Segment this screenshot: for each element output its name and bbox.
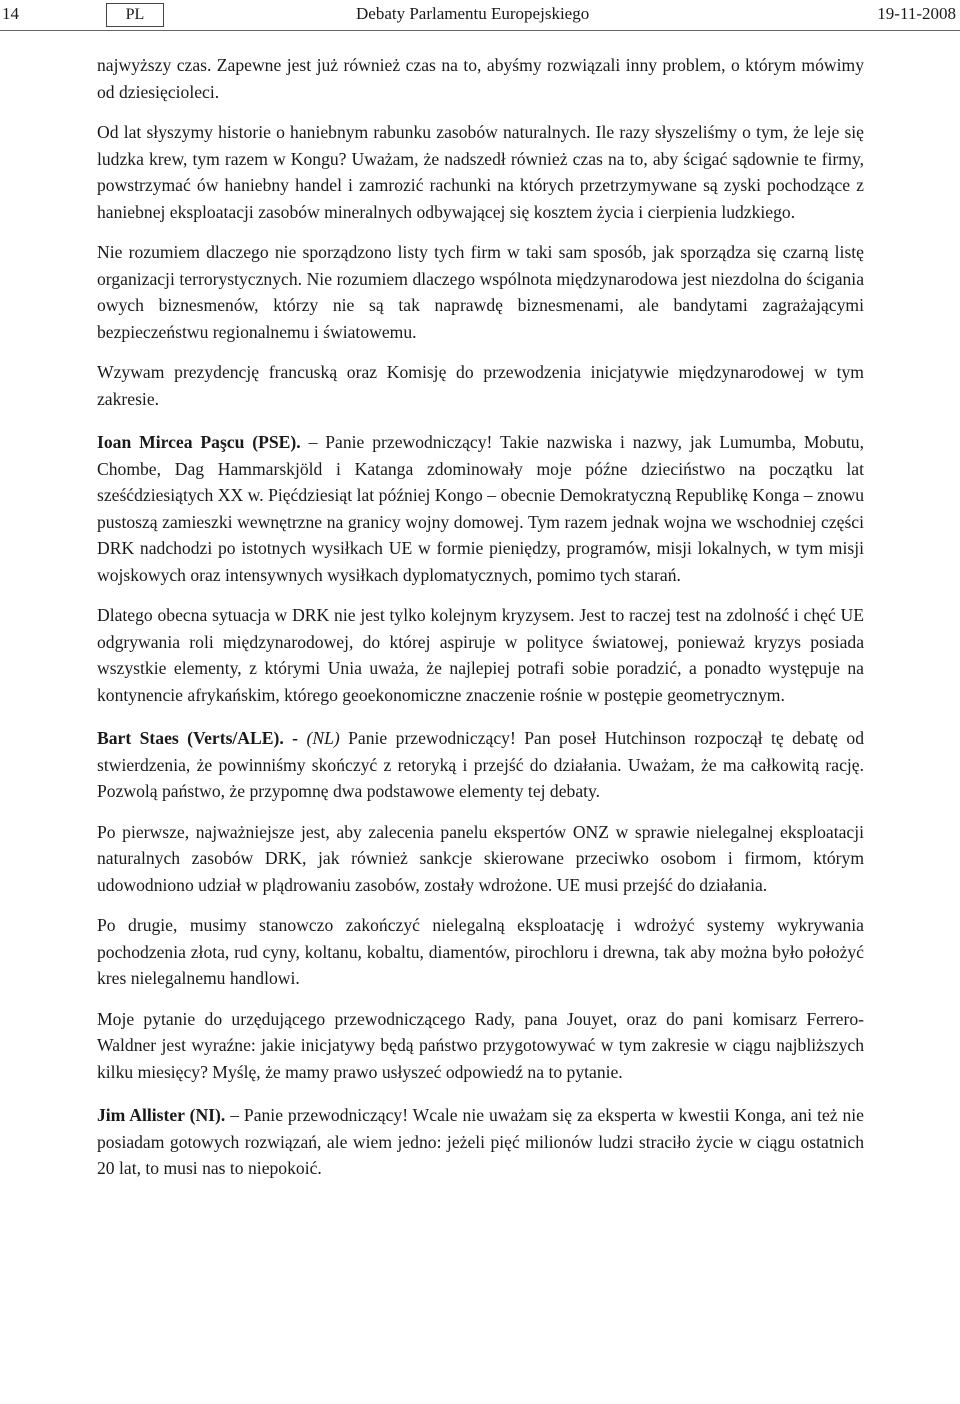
speech-paragraph: [97, 429, 864, 588]
language-badge: PL: [106, 3, 164, 27]
paragraph-text: najwyższy czas. Zapewne jest już również czas na to, abyśmy rozwiązali inny problem, o którym mówimy od dziesięcioleci.: [97, 55, 864, 102]
paragraph: [97, 1006, 864, 1086]
paragraph-text: – Panie przewodniczący! Wcale nie uważam się za eksperta w kwestii Konga, ani też nie posiadam gotowych rozwiązań, ale wiem jedno: jeżeli pięć milionów ludzi straciło życie w ciągu ostatnich 20 lat, to musi nas to niepokoić.: [97, 1105, 864, 1178]
paragraph: [97, 819, 864, 899]
speaker-name: Ioan Mircea Paşcu (PSE).: [97, 432, 301, 452]
paragraph: [97, 602, 864, 708]
paragraph: [97, 912, 864, 992]
page-header: [0, 0, 960, 31]
paragraph: [97, 52, 864, 105]
page-number: 14: [2, 4, 19, 23]
paragraph-text: Moje pytanie do urzędującego przewodniczącego Rady, pana Jouyet, oraz do pani komisarz Ferrero-Waldner jest wyraźne: jakie inicjatywy będą państwo przygotowywać w tym zakresie w ciągu najbliższych kilku miesięcy? Myślę, że mamy prawo usłyszeć odpowiedź na to pytanie.: [97, 1008, 864, 1082]
paragraph: [97, 239, 864, 345]
paragraph-text: – Panie przewodniczący! Takie nazwiska i nazwy, jak Lumumba, Mobutu, Chombe, Dag Hammarskjöld i Katanga zdominowały moje późne dzieciństwo na początku lat sześćdziesiątych XX w. Pięćdziesiąt lat później Kongo – obecnie Demokratyczną Republikę Konga – znowu pustoszą zamieszki wewnętrzne na granicy wojny domowej. Tym razem jednak wojna we wschodniej części DRK nadchodzi po istotnych wysiłkach UE w formie pieniędzy, programów, misji lokalnych, w tym misji wojskowych oraz intensywnych wysiłkach dyplomatycznych, pomimo tych starań.: [97, 432, 864, 585]
paragraph: [97, 119, 864, 225]
publication-date: 19-11-2008: [877, 4, 956, 23]
paragraph-text: Od lat słyszymy historie o haniebnym rabunku zasobów naturalnych. Ile razy słyszeliśmy o tym, że leje się ludzka krew, tym razem w Kongu? Uważam, że nadszedł również czas na to, aby ścigać sądownie te firmy, powstrzymać ów haniebny handel i zamrozić rachunki na których przetrzymywane są zyski pochodzące z haniebnej eksploatacji zasobów mineralnych odbywającej się kosztem życia i cierpienia ludzkiego.: [97, 122, 864, 222]
paragraph-text: Nie rozumiem dlaczego nie sporządzono listy tych firm w taki sam sposób, jak sporządza się czarną listę organizacji terrorystycznych. Nie rozumiem dlaczego wspólnota międzynarodowa jest niezdolna do ścigania owych biznesmenów, którzy nie są tak naprawdę biznesmenami, ale bandytami zagrażającymi bezpieczeństwu regionalnemu i światowemu.: [97, 242, 864, 342]
speech-paragraph: [97, 1102, 864, 1182]
speaker-name: Jim Allister (NI).: [97, 1105, 226, 1125]
document-body: [97, 52, 864, 1196]
speaker-name: Bart Staes (Verts/ALE). -: [97, 728, 299, 748]
paragraph-text: Wzywam prezydencję francuską oraz Komisję do przewodzenia inicjatywie międzynarodowej w tym zakresie.: [97, 362, 864, 409]
speech-paragraph: [97, 725, 864, 805]
paragraph: [97, 359, 864, 412]
paragraph-text: Po drugie, musimy stanowczo zakończyć nielegalną eksploatację i wdrożyć systemy wykrywania pochodzenia złota, rud cyny, koltanu, kobaltu, diamentów, pirochloru i drewna, tak aby można było położyć kres nielegalnemu handlowi.: [97, 915, 864, 988]
language-tag: (NL): [306, 728, 340, 748]
paragraph-text: Po pierwsze, najważniejsze jest, aby zalecenia panelu ekspertów ONZ w sprawie nielegalnej eksploatacji naturalnych zasobów DRK, jak również sankcje skierowane przeciwko osobom i firmom, którym udowodniono udział w plądrowaniu zasobów, zostały wdrożone. UE musi przejść do działania.: [97, 821, 864, 895]
paragraph-text: Dlatego obecna sytuacja w DRK nie jest tylko kolejnym kryzysem. Jest to raczej test na zdolność i chęć UE odgrywania roli międzynarodowej, do której aspiruje w polityce światowej, ponieważ kryzys posiada wszystkie elementy, z którymi Unia uważa, że najlepiej potrafi sobie poradzić, a ponadto występuje na kontynencie afrykańskim, którego geoekonomiczne znaczenie rośnie w postępie geometrycznym.: [97, 605, 864, 705]
paragraph-text: Panie przewodniczący! Pan poseł Hutchinson rozpoczął tę debatę od stwierdzenia, że powinniśmy skończyć z retoryką i przejść do działania. Uważam, że ma całkowitą rację. Pozwolą państwo, że przypomnę dwa podstawowe elementy tej debaty.: [97, 728, 865, 801]
publication-title: Debaty Parlamentu Europejskiego: [356, 4, 590, 23]
